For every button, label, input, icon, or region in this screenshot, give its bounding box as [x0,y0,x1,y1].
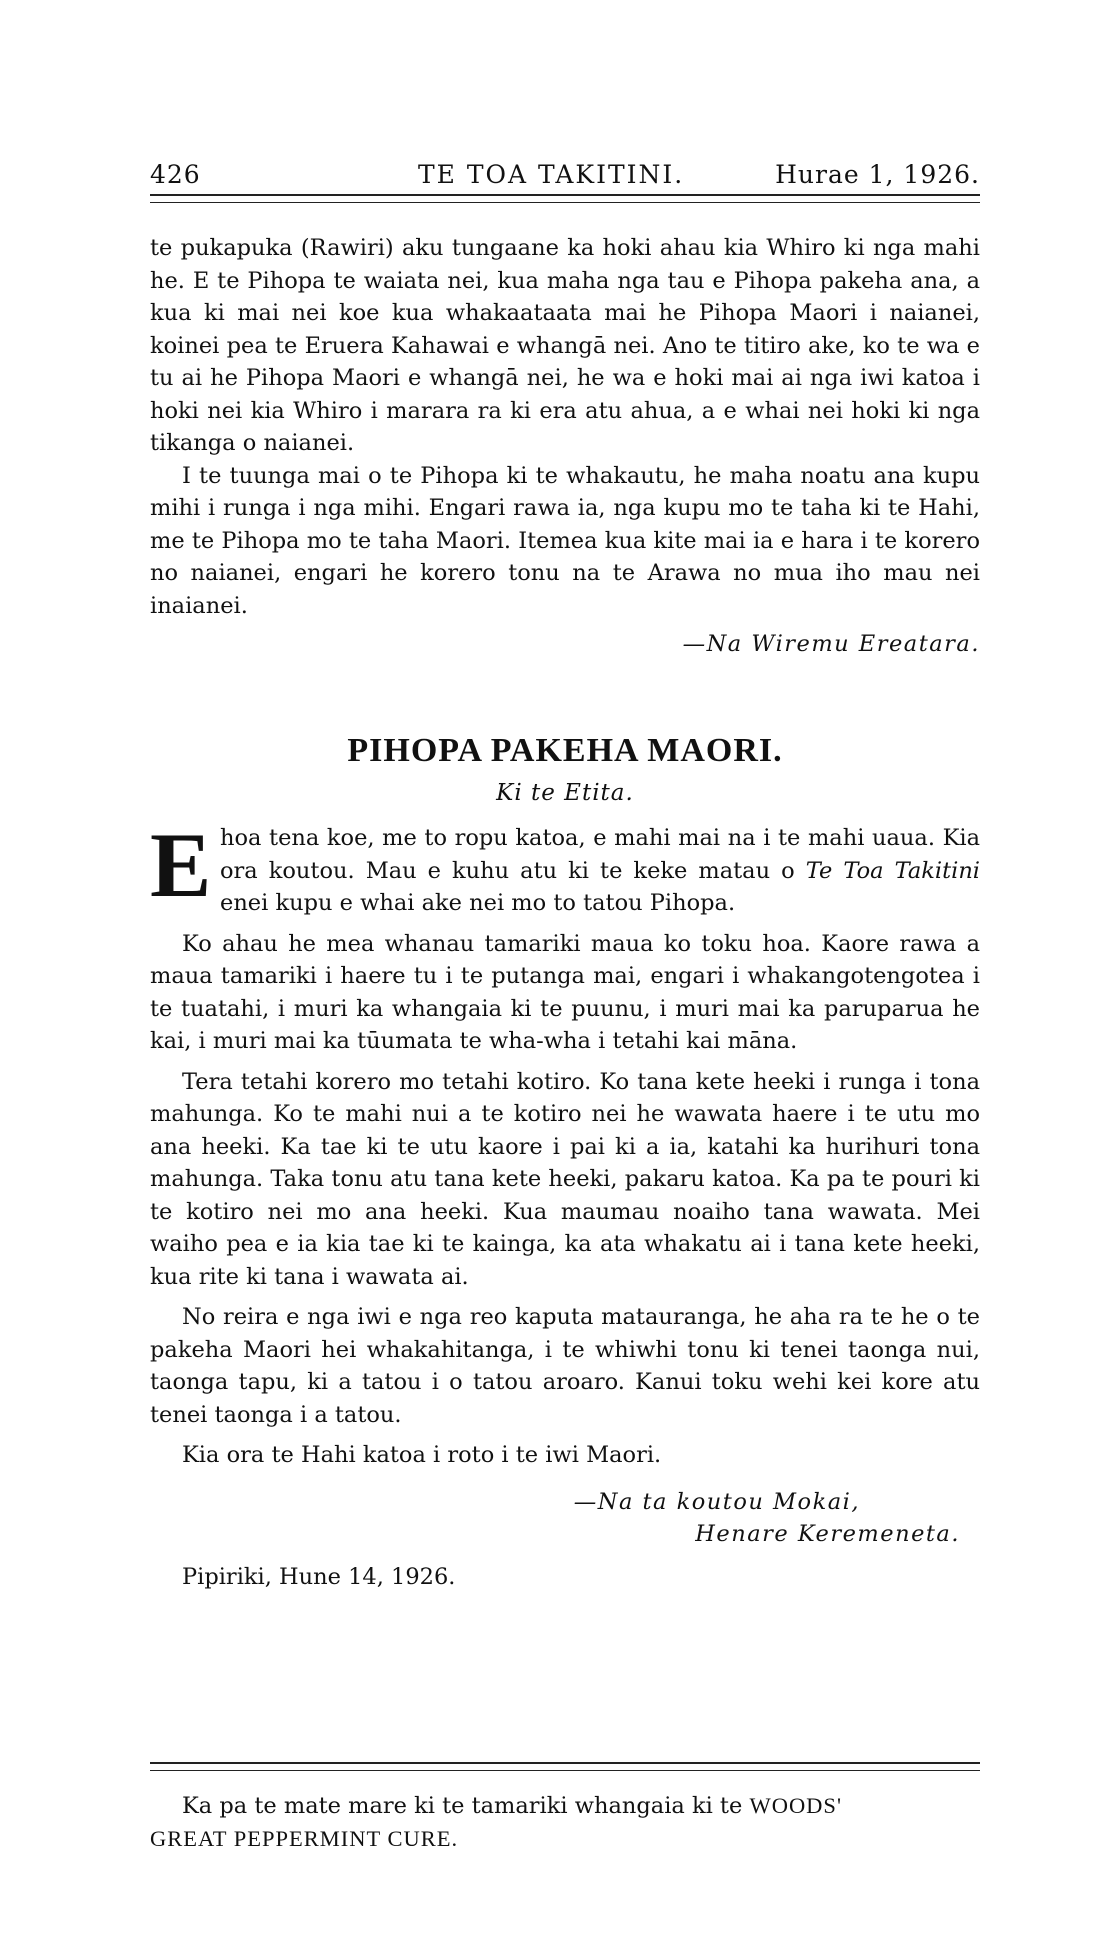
newspaper-page [150,0,980,1958]
page-header [150,160,980,194]
publication-title: TE TOA TAKITINI. [418,160,685,189]
issue-date: Hurae 1, 1926. [775,160,980,189]
advert-brand: WOODS' [749,1793,843,1818]
drop-cap: E [150,814,212,916]
article-paragraph: Ko ahau he mea whanau tamariki maua ko toku hoa. Kaore rawa a maua tamariki i haere tu i te putanga mai, engari i whakangotengotea i te tuatahi, i muri ka whangaia ki te puunu, i muri mai ka paruparua he kai, i muri mai ka tūumata te wha-wha i tetahi kai māna. [150,930,980,1054]
article-paragraph: Tera tetahi korero mo tetahi kotiro. Ko tana kete heeki i runga i tona mahunga. Ko te mahi nui a te kotiro nei he wawata haere i te utu mo ana heeki. Ka tae ki te utu kaore i pai ki a ia, katahi ka hurihuri tona mahunga. Taka tonu atu tana kete heeki, pakaru katoa. Ka pa te pouri ki te kotiro nei mo ana heeki. Kua maumau noaiho tana wawata. Mei waiho pea e ia kia tae ki te kainga, ka ata whakatu ai i tana kete heeki, kua rite ki tana i wawata ai. [150,1068,980,1290]
advert-block [150,1790,980,1855]
letter-paragraph: I te tuunga mai o te Pihopa ki te whakautu, he maha noatu ana kupu mihi i runga i nga mihi. Engari rawa ia, nga kupu mo te taha ki te Hahi, me te Pihopa mo te taha Maori. Itemea kua kite mai ia e hara i te korero no naianei, engari he korero tonu na te Arawa no mua iho mau nei inaianei. [150,462,980,619]
article-paragraph: No reira e nga iwi e nga reo kaputa matauranga, he aha ra te he o te pakeha Maori hei whakahitanga, i te whiwhi tonu ki tenei taonga nui, taonga tapu, ki a tatou i o tatou aroaro. Kanui toku wehi kei kore atu tenei taonga i a tatou. [150,1304,980,1428]
article-place-date: Pipiriki, Hune 14, 1926. [182,1563,456,1590]
letter-paragraph: te pukapuka (Rawiri) aku tungaane ka hoki ahau kia Whiro ki nga mahi he. E te Pihopa te waiata nei, kua maha nga tau e Pihopa pakeha ana, a kua ki mai nei koe kua whakaataata mai he Pihopa Maori i naianei, koinei pea te Eruera Kahawai e whangā nei. Ano te titiro ake, ko te wa e tu ai he Pihopa Maori e whangā nei, he wa e hoki mai ai nga iwi katoa i hoki nei kia Whiro i marara ra ki era atu ahua, a e whai nei hoki ki nga tikanga o naianei. [150,235,980,456]
letter-signature: —Na Wiremu Ereatara. [682,631,980,657]
article-body [150,814,981,1593]
article-signature-line2: Henare Keremeneta. [695,1521,960,1547]
header-rule [150,194,980,203]
footer-rule [150,1762,980,1771]
article-first-paragraph: E hoa tena koe, me to ropu katoa, e mahi mai na i te mahi uaua. Kia ora koutou. Mau e kuhu atu ki te keke matau o Te Toa Takitini enei kupu e whai ake nei mo to tatou Pihopa. [150,814,981,916]
advert-text: Ka pa te mate mare ki te tamariki whangaia ki te WOODS' [182,1793,843,1819]
page-number: 426 [150,160,201,189]
article-signature-line1: —Na ta koutou Mokai, [573,1488,860,1515]
article-subtitle: Ki te Etita. [496,780,634,806]
article-title: PIHOPA PAKEHA MAORI. [347,732,783,769]
publication-name: Te Toa Takitini [805,857,981,884]
article-paragraph: Kia ora te Hahi katoa i roto i te iwi Maori. [182,1442,662,1468]
letter-continuation [150,232,980,661]
advert-product: GREAT PEPPERMINT CURE. [150,1825,459,1851]
